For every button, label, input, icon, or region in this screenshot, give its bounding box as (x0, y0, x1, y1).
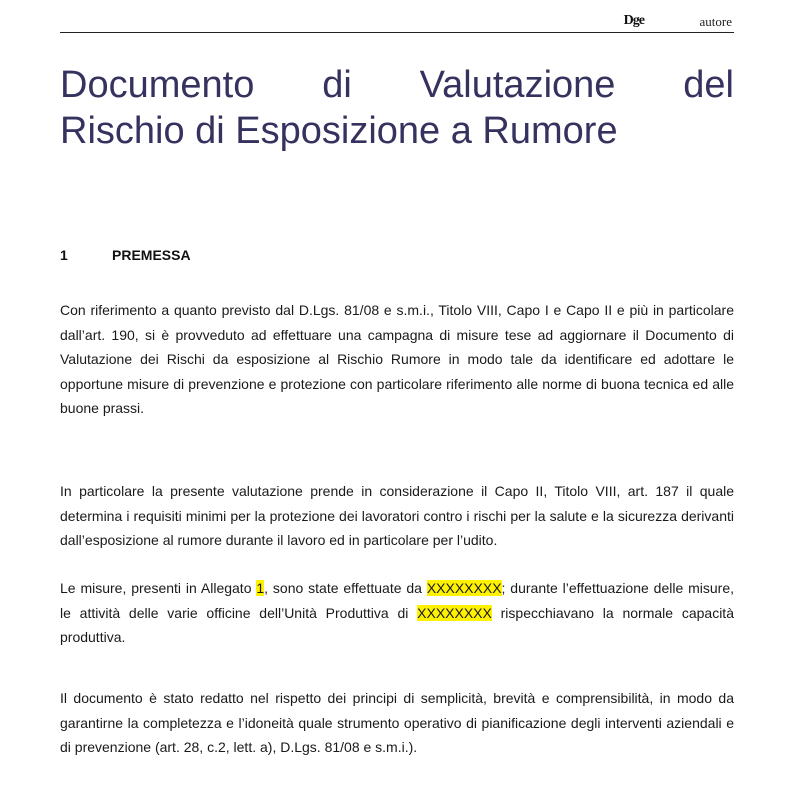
paragraph-3-text-a: Le misure, presenti in Allegato (60, 580, 257, 596)
paragraph-4: Il documento è stato redatto nel rispetto dei principi di semplicità, brevità e comprensibilità, in modo da garantirne la completezza e l’idoneità quale strumento operativo di pianificazione degli interventi aziendali e di prevenzione (art. 28, c.2, lett. a), D.Lgs. 81/08 e s.m.i.). (60, 690, 734, 755)
section-heading (60, 247, 191, 263)
title-line-1: Documento di Valutazione del (60, 64, 734, 106)
logo-mark: Dge (623, 13, 644, 28)
section-number: 1 (60, 247, 68, 263)
paragraph-3 (60, 576, 734, 650)
highlighted-placeholder-2: XXXXXXXX (417, 604, 492, 621)
highlighted-placeholder-1: XXXXXXXX (426, 580, 502, 596)
page-header (60, 10, 734, 33)
section-title: PREMESSA (112, 247, 191, 263)
header-author: autore (699, 14, 732, 29)
paragraph-3-text-b: , sono state effettuate da (264, 580, 427, 596)
paragraph-1: Con riferimento a quanto previsto dal D.Lgs. 81/08 e s.m.i., Titolo VIII, Capo I e Capo II e più in particolare dall’art. 190, si è provveduto ad effettuare una campagna di misure tese ad aggiornare il Documento di Valutazione dei Rischi da esposizione al Rischio Rumore in modo tale da identificare ed adottare le opportune misure di prevenzione e protezione con particolare riferimento alle norme di buona tecnica ed alle buone prassi. (60, 302, 734, 416)
title-line-2: Rischio di Esposizione a Rumore (60, 110, 618, 152)
paragraph-3-text-c: ; durante l’effettuazione delle misure, le attività delle varie officine dell’Unità Produttiva di (60, 580, 735, 621)
paragraph-2: In particolare la presente valutazione prende in considerazione il Capo II, Titolo VIII, art. 187 il quale determina i requisiti minimi per la protezione dei lavoratori contro i rischi per la salute e la sicurezza derivanti dall’esposizione al rumore durante il lavoro ed in particolare per l’udito. (60, 483, 734, 548)
paragraph-3-text-d: rispecchiavano la normale capacità produttiva. (60, 604, 734, 645)
highlighted-allegato-number: 1 (256, 580, 265, 596)
document-title (60, 62, 734, 154)
